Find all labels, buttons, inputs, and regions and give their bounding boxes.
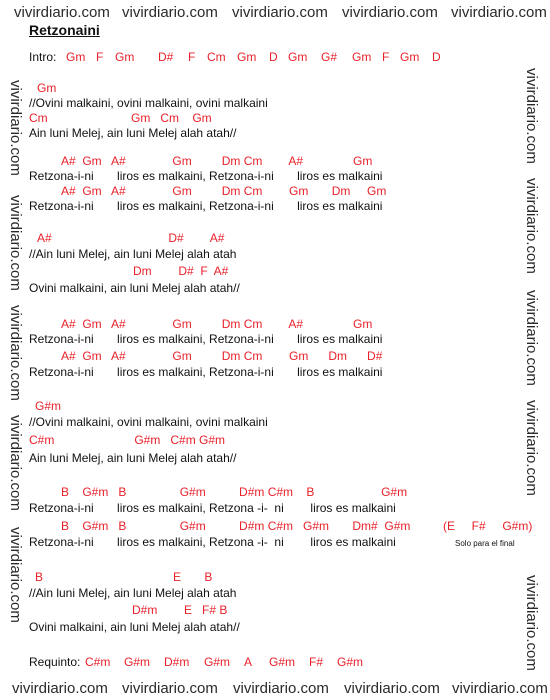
watermark-vertical-right: vivirdiario.com (523, 575, 540, 671)
intro-label: Intro: (29, 50, 57, 64)
chord: F (188, 50, 196, 64)
chord: F (382, 50, 390, 64)
chord-line: Cm Gm Cm Gm (29, 111, 212, 125)
chord-line: A# D# A# (37, 231, 225, 245)
chord: D (432, 50, 441, 64)
chord: G#m (337, 655, 364, 669)
lyric-line: Ovini malkaini, ain luni Melej alah atah// (29, 620, 240, 634)
lyric-line: Retzona-i-ni liros es malkaini, Retzona-i-ni liros es malkaini (29, 169, 383, 183)
chord: Gm (400, 50, 420, 64)
watermark-vertical-right: vivirdiario.com (523, 178, 540, 274)
watermark-text: vivirdiario.com (12, 680, 108, 697)
chord: D (269, 50, 278, 64)
chord-line: Gm (37, 81, 57, 95)
chord: Gm (66, 50, 86, 64)
watermark-text: vivirdiario.com (232, 4, 328, 21)
lyric-line: Ain luni Melej, ain luni Melej alah atah// (29, 126, 237, 140)
watermark-text: vivirdiario.com (342, 4, 438, 21)
lyric-line: Retzona-i-ni liros es malkaini, Retzona-i-ni liros es malkaini (29, 332, 383, 346)
chord: F# (309, 655, 324, 669)
song-title: Retzonaini (29, 22, 100, 38)
watermark-vertical-right: vivirdiario.com (523, 400, 540, 496)
chord: G#m (124, 655, 151, 669)
watermark-vertical-right: vivirdiario.com (523, 68, 540, 164)
chord-line: B E B (35, 570, 213, 584)
watermark-vertical-left: vivirdiario.com (7, 80, 24, 176)
chord: A (244, 655, 253, 669)
chord: G# (321, 50, 338, 64)
chord-line: A# Gm A# Gm Dm Cm Gm Dm Gm (61, 184, 387, 198)
chord-line: B G#m B G#m D#m C#m B G#m (61, 485, 408, 499)
lyric-line: //Ovini malkaini, ovini malkaini, ovini malkaini (29, 96, 268, 110)
lyric-line: //Ain luni Melej, ain luni Melej alah atah (29, 247, 237, 261)
lyric-line: Retzona-i-ni liros es malkaini, Retzona -i- ni liros es malkaini (29, 501, 396, 515)
lyric-line: Retzona-i-ni liros es malkaini, Retzona-i-ni liros es malkaini (29, 199, 383, 213)
chord: Gm (237, 50, 257, 64)
chord-line: Dm D# F A# (133, 264, 229, 278)
watermark-text: vivirdiario.com (451, 4, 547, 21)
chord: D# (158, 50, 174, 64)
lyric-line: Ain luni Melej, ain luni Melej alah atah// (29, 451, 237, 465)
lyric-line: Retzona-i-ni liros es malkaini, Retzona -i- ni liros es malkaini (29, 535, 396, 549)
watermark-vertical-left: vivirdiario.com (7, 195, 24, 291)
chord: Cm (207, 50, 226, 64)
chord-line: B G#m B G#m D#m C#m G#m Dm# G#m (61, 519, 411, 533)
watermark-text: vivirdiario.com (344, 680, 440, 697)
lyric-line: Retzona-i-ni liros es malkaini, Retzona-i-ni liros es malkaini (29, 365, 383, 379)
chord-line: G#m (35, 399, 62, 413)
chord: Gm (115, 50, 135, 64)
chord: Gm (352, 50, 372, 64)
final-chords: (E F# G#m) (443, 519, 533, 533)
chord: C#m (85, 655, 111, 669)
lyric-line: //Ain luni Melej, ain luni Melej alah atah (29, 586, 237, 600)
watermark-vertical-left: vivirdiario.com (7, 527, 24, 623)
requinto-label: Requinto: (29, 655, 81, 669)
watermark-text: vivirdiario.com (233, 680, 329, 697)
watermark-text: vivirdiario.com (452, 680, 548, 697)
solo-note: Solo para el final (455, 539, 515, 548)
watermark-text: vivirdiario.com (122, 680, 218, 697)
chord: D#m (164, 655, 190, 669)
chord-line: D#m E F# B (132, 603, 228, 617)
chord-line: C#m G#m C#m G#m (29, 433, 226, 447)
chord: G#m (204, 655, 231, 669)
chord: Gm (288, 50, 308, 64)
watermark-vertical-right: vivirdiario.com (523, 290, 540, 386)
lyric-line: Ovini malkaini, ain luni Melej alah atah// (29, 281, 240, 295)
chord-line: A# Gm A# Gm Dm Cm A# Gm (61, 317, 373, 331)
chord: F (96, 50, 104, 64)
chord-line: A# Gm A# Gm Dm Cm A# Gm (61, 154, 373, 168)
watermark-text: vivirdiario.com (122, 4, 218, 21)
watermark-vertical-left: vivirdiario.com (7, 415, 24, 511)
chord-line: A# Gm A# Gm Dm Cm Gm Dm D# (61, 349, 383, 363)
watermark-vertical-left: vivirdiario.com (7, 305, 24, 401)
lyric-line: //Ovini malkaini, ovini malkaini, ovini malkaini (29, 415, 268, 429)
chord: G#m (269, 655, 296, 669)
watermark-text: vivirdiario.com (14, 4, 110, 21)
